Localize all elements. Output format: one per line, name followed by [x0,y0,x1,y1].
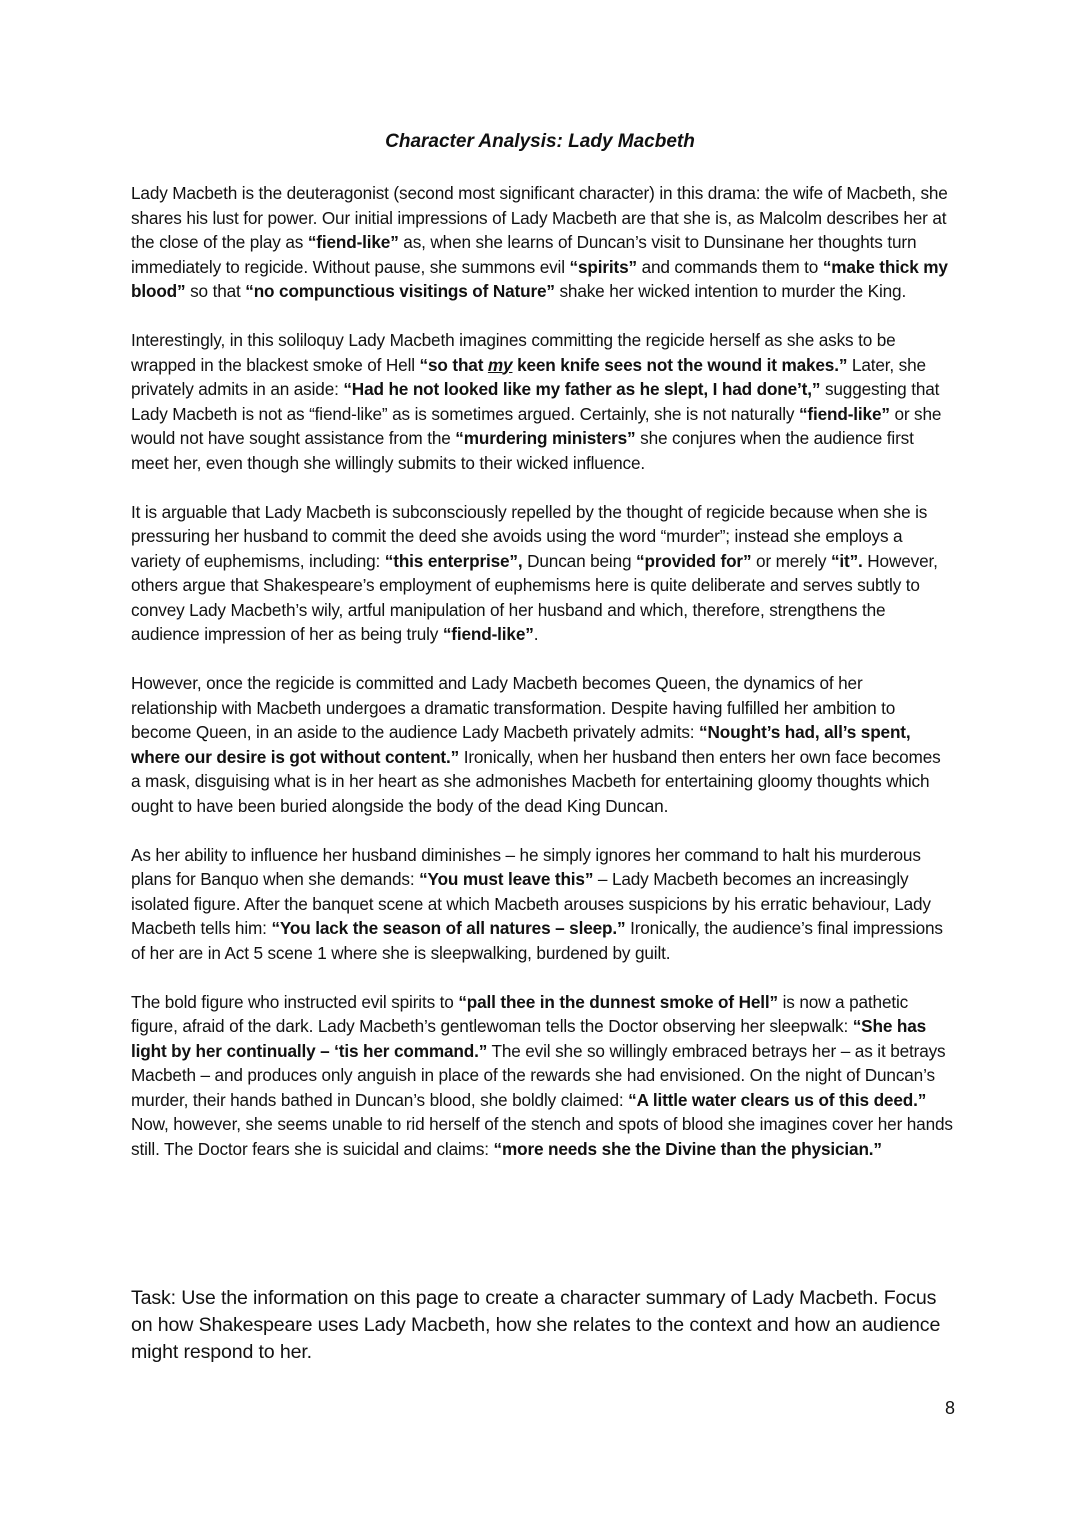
paragraph-text: or she would not have sought assistance from the [131,403,942,448]
paragraph-text: Lady Macbeth is the deuteragonist (second most significant character) in this drama: the wife of Macbeth, she shares his lust for power. Our initial impressions of Lady Macbeth are that she is, as Malcolm describes her at the close of the play as [131,183,948,252]
paragraph-text: The evil she so willingly embraced betrays her – as it betrays Macbeth – and produces only anguish in place of the rewards she had envisioned. On the night of Duncan’s murder, their hands bathed in Duncan’s blood, she boldly claimed: [131,1040,946,1110]
quotation: “fiend-like” [442,624,534,644]
quotation: “provided for” [636,550,752,571]
paragraph-text: . [533,624,539,644]
paragraph-text: However, once the regicide is committed and Lady Macbeth becomes Queen, the dynamics of her relationship with Macbeth undergoes a dramatic transformation. Despite having fulfilled her ambition to become Queen, in an aside to the audience Lady Macbeth privately admits: [131,673,896,742]
paragraph [131,328,953,475]
paragraph [131,500,953,647]
quotation: “Nought’s had, all’s spent, where our desire is got without content.” [131,722,911,767]
paragraph-text: shake her wicked intention to murder the King. [554,281,907,301]
quotation: “no compunctious visitings of Nature” [245,281,555,301]
paragraph-text: As her ability to influence her husband diminishes – he simply ignores her command to halt his murderous plans for Banquo when she demands: [131,844,921,889]
quotation: “more needs she the Divine than the physician.” [493,1138,882,1159]
quotation: “fiend-like” [798,403,890,424]
paragraph [131,671,953,818]
task-instructions: Task: Use the information on this page to create a character summary of Lady Macbeth. Focus on how Shakespeare uses Lady Macbeth, how she relates to the context and how an audience might respond to her. [131,1287,941,1363]
quotation: “fiend-like” [307,232,399,252]
quotation: keen knife sees not the wound it makes.” [512,354,848,375]
quotation: “pall thee in the dunnest smoke of Hell” [458,991,778,1012]
paragraph-text: However, others argue that Shakespeare’s employment of euphemisms here is quite deliberate and serves subtly to convey Lady Macbeth’s wily, artful manipulation of her husband and which, therefore, strengthens the audience impression of her as being truly [131,550,938,644]
paragraph-text: Now, however, she seems unable to rid herself of the stench and spots of blood she imagines cover her hands still. The Doctor fears she is suicidal and claims: [131,1114,953,1159]
quotation: “make thick my blood” [131,256,948,301]
paragraph-text: she conjures when the audience first meet her, even though she willingly submits to their wicked influence. [131,428,914,473]
paragraph-text: Ironically, when her husband then enters her own face becomes a mask, disguising what is in her heart as she admonishes Macbeth for entertaining gloomy thoughts which ought to have been buried alongside the body of the dead King Duncan. [131,746,941,816]
paragraph-text: so that [185,281,246,301]
quotation: “so that [419,354,488,375]
paragraph-text: It is arguable that Lady Macbeth is subconsciously repelled by the thought of regicide because when she is pressuring her husband to commit the deed she avoids using the word “murder”; instead she employs a variety of euphemisms, including: [131,501,928,571]
quotation: “Had he not looked like my father as he slept, I had done’t,” [343,379,821,399]
paragraph-text: Interestingly, in this soliloquy Lady Macbeth imagines committing the regicide herself as she asks to be wrapped in the blackest smoke of Hell [131,330,896,375]
quotation: “She has light by her continually – ‘tis her command.” [131,1016,927,1061]
page-title: Character Analysis: Lady Macbeth [385,131,695,152]
page-number: 8 [944,1398,955,1418]
paragraph-text: Duncan being [522,550,637,571]
paragraph-text: Ironically, the audience’s final impressions of her are in Act 5 scene 1 where she is sleepwalking, burdened by guilt. [131,918,943,963]
quotation: “spirits” [569,256,637,277]
quotation: “A little water clears us of this deed.” [628,1089,927,1110]
paragraph-text: is now a pathetic figure, afraid of the dark. Lady Macbeth’s gentlewoman tells the Doctor observing her sleepwalk: [131,991,909,1036]
analysis-body [131,181,953,1186]
quotation: “murdering ministers” [455,428,636,448]
paragraph [131,990,953,1162]
quotation: “You must leave this” [419,869,594,889]
quotation: “this enterprise”, [384,550,523,571]
paragraph-text: Later, she privately admits in an aside: [131,354,926,399]
paragraph-text: – Lady Macbeth becomes an increasingly isolated figure. After the banquet scene at which Macbeth arouses suspicions by his erratic behaviour, Lady Macbeth tells him: [131,869,931,938]
quotation: “it”. [830,550,863,571]
paragraph-text: suggesting that Lady Macbeth is not as “fiend-like” as is sometimes argued. Certainly, she is not naturally [131,379,940,424]
paragraph-text: The bold figure who instructed evil spirits to [131,991,459,1012]
paragraph-text: or merely [751,550,831,571]
quotation: “You lack the season of all natures – sleep.” [271,918,626,938]
paragraph [131,843,953,966]
paragraph-text: as, when she learns of Duncan’s visit to Dunsinane her thoughts turn immediately to regicide. Without pause, she summons evil [131,232,917,277]
paragraph-text: and commands them to [636,256,823,277]
emphasized-word: my [487,354,513,375]
paragraph [131,181,953,304]
